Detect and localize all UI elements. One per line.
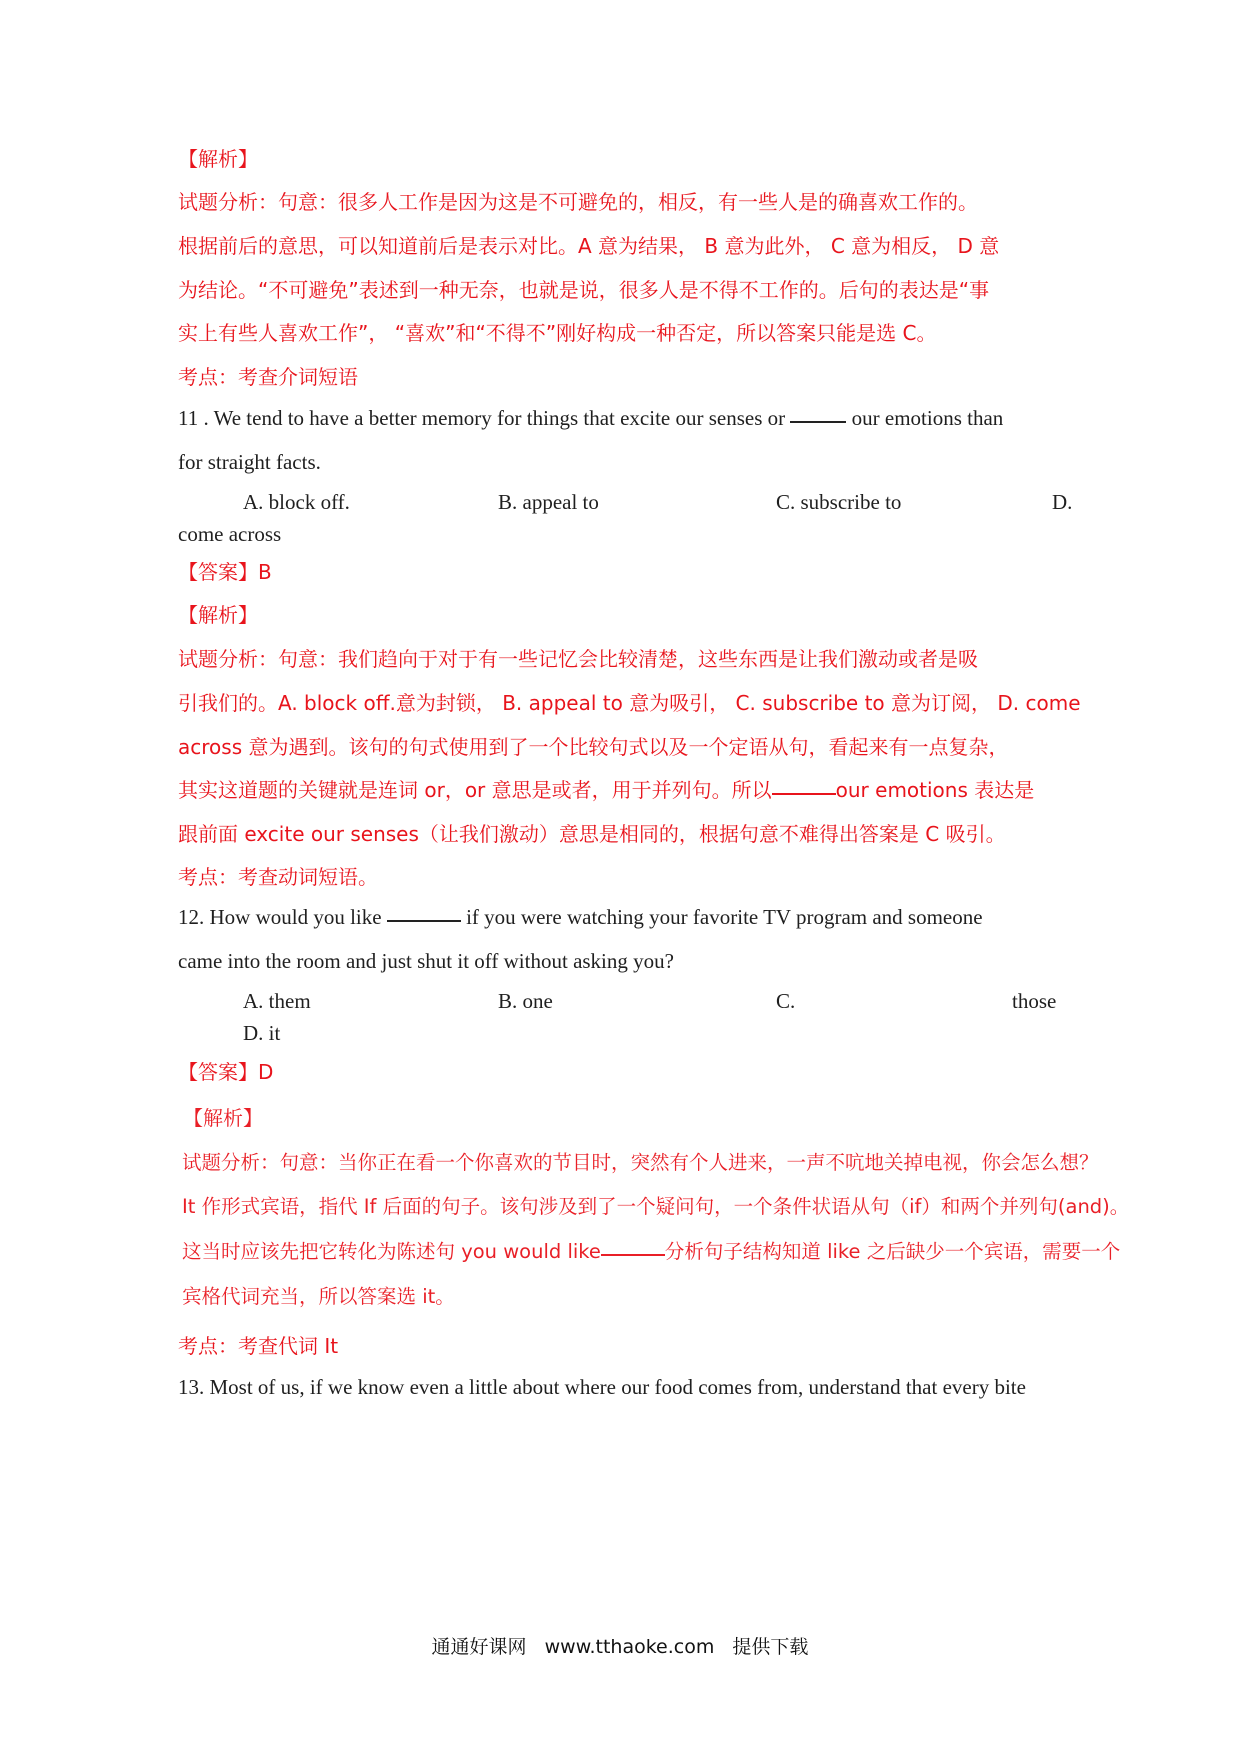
stem-text: 12. How would you like — [178, 905, 382, 929]
analysis-line: across 意为遇到。该句的句式使用到了一个比较句式以及一个定语从句，看起来有一点复杂， — [178, 735, 1009, 759]
option-b: B. one — [498, 989, 553, 1013]
question-stem — [178, 406, 1068, 431]
question-stem-line2: came into the room and just shut it off without asking you? — [178, 949, 674, 973]
kaodian: 考点：考查动词短语。 — [178, 865, 378, 889]
analysis-text: 分析句子结构知道 like 之后缺少一个宾语，需要一个 — [664, 1240, 1121, 1263]
kaodian: 考点：考查介词短语 — [178, 365, 358, 389]
page-footer — [0, 1632, 1240, 1659]
analysis-line: It 作形式宾语，指代 If 后面的句子。该句涉及到了一个疑问句，一个条件状语从句（if）和两个并列句(and)。 — [182, 1195, 1130, 1218]
answer-label: 【答案】B — [178, 560, 272, 584]
footer-suffix: 提供下载 — [732, 1636, 809, 1658]
option-a: A. them — [243, 989, 311, 1013]
kaodian: 考点：考查代词 It — [178, 1334, 339, 1358]
analysis-text: 这当时应该先把它转化为陈述句 you would like — [182, 1240, 601, 1263]
analysis-line: 为结论。“不可避免”表述到一种无奈，也就是说，很多人是不得不工作的。后句的表达是“事 — [178, 278, 990, 302]
analysis-line: 试题分析：句意：当你正在看一个你喜欢的节目时，突然有个人进来，一声不吭地关掉电视，你会怎么想？ — [182, 1151, 1099, 1174]
jiexi-label: 【解析】 — [183, 1106, 263, 1130]
analysis-line: 引我们的。A. block off.意为封锁， B. appeal to 意为吸引， C. subscribe to 意为订阅， D. come — [178, 691, 1081, 715]
analysis-text: our emotions 表达是 — [835, 778, 1035, 802]
analysis-line: 跟前面 excite our senses（让我们激动）意思是相同的，根据句意不难得出答案是 C 吸引。 — [178, 822, 1006, 846]
option-a: A. block off. — [243, 490, 350, 514]
analysis-text: 其实这道题的关键就是连词 or，or 意思是或者，用于并列句。所以 — [178, 778, 772, 802]
answer-blank — [772, 793, 836, 795]
answer-label: 【答案】D — [178, 1060, 274, 1084]
option-c: C. subscribe to — [776, 490, 902, 514]
analysis-line: 根据前后的意思，可以知道前后是表示对比。A 意为结果， B 意为此外， C 意为相反， D 意 — [178, 234, 1000, 258]
answer-blank — [790, 421, 846, 423]
analysis-line: 宾格代词充当，所以答案选 it。 — [182, 1285, 455, 1308]
jiexi-label: 【解析】 — [178, 147, 258, 171]
option-d-label: D. — [1052, 490, 1073, 514]
footer-url[interactable]: www.tthaoke.com — [544, 1636, 715, 1658]
option-c-label: C. — [776, 989, 796, 1013]
footer-site-name: 通通好课网 — [431, 1636, 527, 1658]
option-d-text: come across — [178, 522, 282, 546]
question-stem — [178, 905, 1068, 930]
option-c-text: those — [1012, 989, 1057, 1013]
analysis-line — [178, 774, 1034, 803]
analysis-line: 试题分析：句意：很多人工作是因为这是不可避免的，相反，有一些人是的确喜欢工作的。 — [178, 190, 978, 214]
option-d: D. it — [243, 1021, 281, 1045]
stem-text: if you were watching your favorite TV program and someone — [466, 905, 983, 929]
stem-text: 11 . We tend to have a better memory for things that excite our senses or — [178, 406, 786, 430]
option-b: B. appeal to — [498, 490, 599, 514]
answer-blank — [601, 1254, 665, 1256]
question-stem: 13. Most of us, if we know even a little about where our food comes from, understand that every bite — [178, 1375, 1026, 1399]
stem-text: our emotions than — [851, 406, 1004, 430]
analysis-line: 试题分析：句意：我们趋向于对于有一些记忆会比较清楚，这些东西是让我们激动或者是吸 — [178, 647, 978, 671]
question-stem-line2: for straight facts. — [178, 450, 321, 474]
answer-blank — [387, 920, 461, 922]
jiexi-label: 【解析】 — [178, 603, 258, 627]
analysis-line — [182, 1236, 1120, 1264]
analysis-line: 实上有些人喜欢工作”， “喜欢”和“不得不”刚好构成一种否定，所以答案只能是选 C。 — [178, 321, 937, 345]
